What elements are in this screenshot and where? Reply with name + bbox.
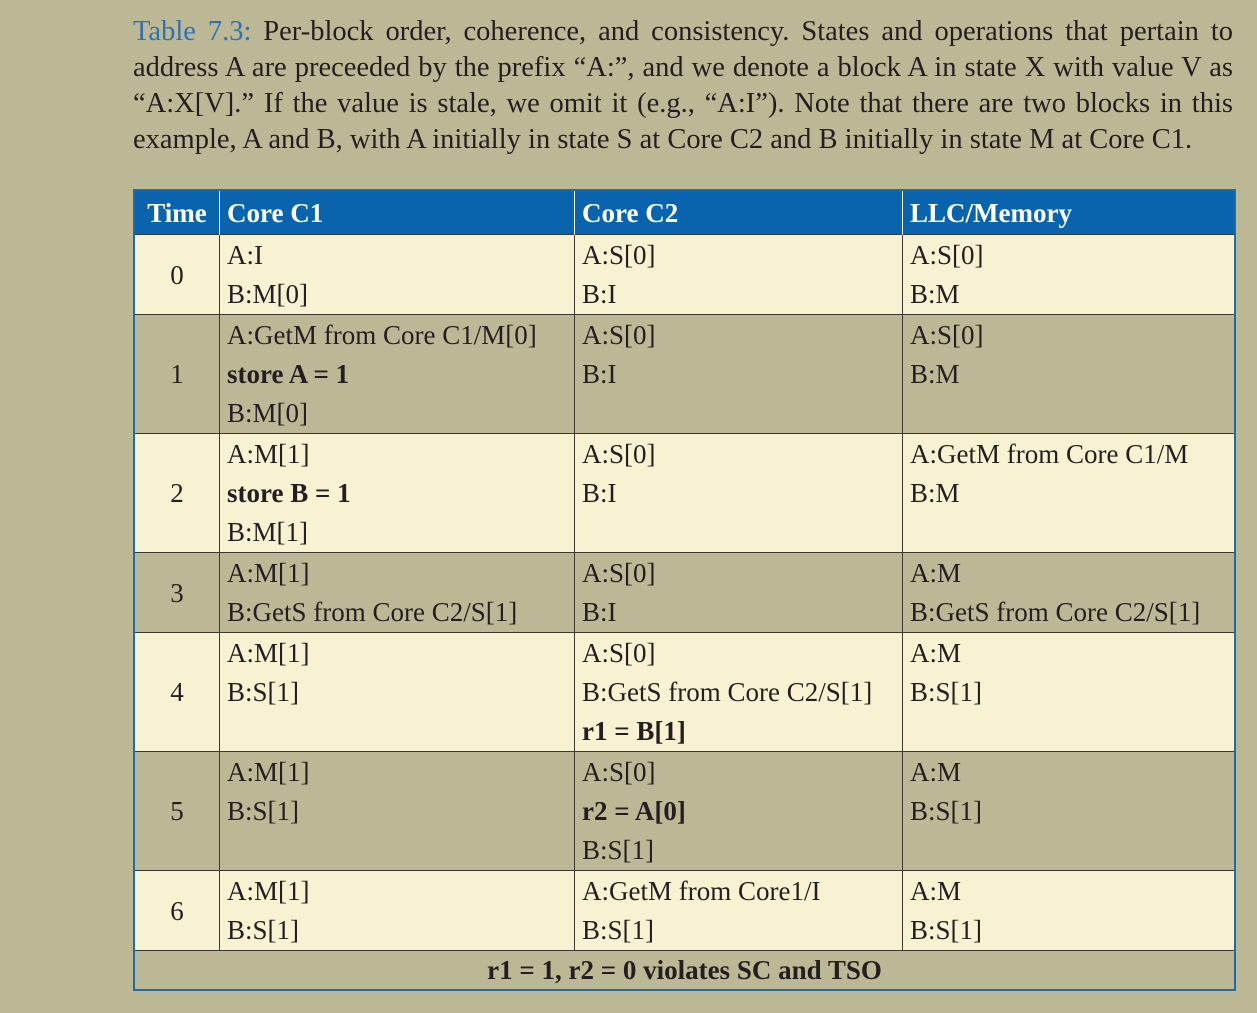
table-row: [134, 633, 1235, 752]
state-line: A:M: [910, 638, 962, 668]
operation-line: store A = 1: [227, 359, 350, 389]
core-c2-cell: [575, 434, 903, 553]
state-line: A:S[0]: [582, 320, 656, 350]
state-line: B:M: [910, 478, 960, 508]
state-line: A:M[1]: [227, 638, 310, 668]
state-line: A:S[0]: [910, 240, 984, 270]
table-row: [134, 752, 1235, 871]
state-line: A:M[1]: [227, 876, 310, 906]
state-line: A:M: [910, 757, 962, 787]
core-c2-cell: [575, 871, 903, 951]
state-line: B:M: [910, 359, 960, 389]
state-line: A:S[0]: [582, 240, 656, 270]
llc-memory-cell: [903, 752, 1236, 871]
state-line: A:M: [910, 876, 962, 906]
llc-memory-cell: [903, 235, 1236, 315]
table-row: [134, 434, 1235, 553]
operation-line: r1 = B[1]: [582, 716, 686, 746]
operation-line: r2 = A[0]: [582, 796, 686, 826]
state-line: B:GetS from Core C2/S[1]: [582, 677, 873, 707]
state-line: B:S[1]: [910, 915, 983, 945]
core-c1-cell: [220, 434, 575, 553]
state-line: A:M[1]: [227, 558, 310, 588]
state-line: B:I: [582, 359, 617, 389]
state-line: A:M[1]: [227, 439, 310, 469]
state-line: B:M[1]: [227, 517, 308, 547]
table-row: [134, 315, 1235, 434]
state-line: A:GetM from Core C1/M: [910, 439, 1189, 469]
state-line: A:M[1]: [227, 757, 310, 787]
core-c1-cell: [220, 235, 575, 315]
table-row: [134, 871, 1235, 951]
llc-memory-cell: [903, 633, 1236, 752]
time-cell: 5: [134, 752, 220, 871]
llc-memory-cell: [903, 434, 1236, 553]
state-line: B:I: [582, 597, 617, 627]
footer-row: [134, 951, 1235, 991]
coherence-table: [133, 189, 1236, 991]
llc-memory-cell: [903, 315, 1236, 434]
header-time: Time: [134, 190, 220, 235]
core-c2-cell: [575, 315, 903, 434]
state-line: A:M: [910, 558, 962, 588]
state-line: A:I: [227, 240, 263, 270]
operation-line: store B = 1: [227, 478, 351, 508]
state-line: A:S[0]: [582, 558, 656, 588]
core-c2-cell: [575, 633, 903, 752]
state-line: B:S[1]: [227, 796, 300, 826]
state-line: B:S[1]: [910, 796, 983, 826]
table-row: [134, 553, 1235, 633]
time-cell: 2: [134, 434, 220, 553]
state-line: B:S[1]: [910, 677, 983, 707]
state-line: A:S[0]: [910, 320, 984, 350]
state-line: B:S[1]: [582, 835, 655, 865]
time-cell: 3: [134, 553, 220, 633]
state-line: B:GetS from Core C2/S[1]: [910, 597, 1201, 627]
llc-memory-cell: [903, 553, 1236, 633]
core-c1-cell: [220, 871, 575, 951]
table-body: [134, 235, 1235, 951]
state-line: B:S[1]: [582, 915, 655, 945]
caption-label: Table 7.3:: [133, 16, 252, 47]
table-footer-note: r1 = 1, r2 = 0 violates SC and TSO: [134, 951, 1235, 991]
time-cell: 6: [134, 871, 220, 951]
table-row: [134, 235, 1235, 315]
state-line: B:S[1]: [227, 677, 300, 707]
core-c1-cell: [220, 633, 575, 752]
core-c2-cell: [575, 553, 903, 633]
core-c2-cell: [575, 752, 903, 871]
time-cell: 1: [134, 315, 220, 434]
state-line: B:I: [582, 478, 617, 508]
state-line: A:GetM from Core1/I: [582, 876, 821, 906]
header-core-c2: Core C2: [575, 190, 903, 235]
header-llc-memory: LLC/Memory: [903, 190, 1236, 235]
core-c1-cell: [220, 553, 575, 633]
core-c1-cell: [220, 752, 575, 871]
state-line: B:M[0]: [227, 279, 308, 309]
core-c1-cell: [220, 315, 575, 434]
time-cell: 0: [134, 235, 220, 315]
table-caption: [133, 14, 1233, 158]
caption-text: Per-block order, coherence, and consistency. States and operations that pertain to address A are preceeded by the prefix “A:”, and we denote a block A in state X with value V as “A:X[V].” If the value is stale, we omit it (e.g., “A:I”). Note that there are two blocks in this example, A and B, with A initially in state S at Core C2 and B initially in state M at Core C1.: [133, 16, 1233, 155]
core-c2-cell: [575, 235, 903, 315]
time-cell: 4: [134, 633, 220, 752]
state-line: A:S[0]: [582, 638, 656, 668]
state-line: A:S[0]: [582, 757, 656, 787]
state-line: A:GetM from Core C1/M[0]: [227, 320, 537, 350]
state-line: A:S[0]: [582, 439, 656, 469]
llc-memory-cell: [903, 871, 1236, 951]
header-row: [134, 190, 1235, 235]
header-core-c1: Core C1: [220, 190, 575, 235]
state-line: B:M: [910, 279, 960, 309]
state-line: B:M[0]: [227, 398, 308, 428]
state-line: B:S[1]: [227, 915, 300, 945]
state-line: B:I: [582, 279, 617, 309]
state-line: B:GetS from Core C2/S[1]: [227, 597, 518, 627]
